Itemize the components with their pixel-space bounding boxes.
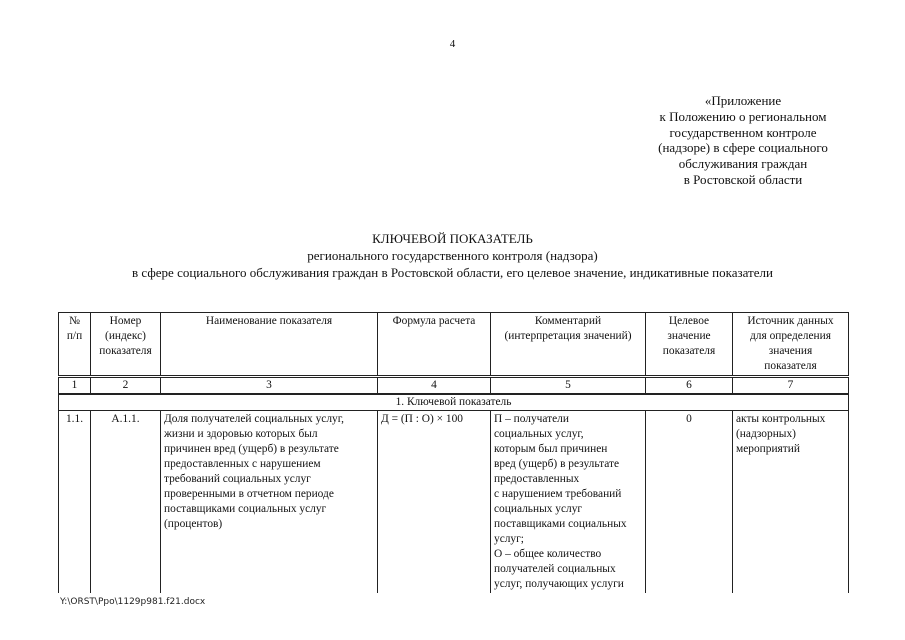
name-line: требований социальных услуг: [164, 473, 311, 485]
header-text: (индекс): [105, 330, 146, 342]
appendix-caption: [628, 93, 858, 188]
row-indicator-name: [161, 411, 378, 594]
name-line: Доля получателей социальных услуг,: [164, 413, 344, 425]
column-number: 6: [646, 377, 733, 395]
header-cell-source: [733, 313, 849, 377]
header-text: п/п: [66, 330, 83, 342]
document-title: [0, 230, 905, 281]
row-number: 1.1.: [59, 411, 91, 594]
column-number: 3: [161, 377, 378, 395]
comment-line: которым был причинен: [494, 443, 608, 455]
row-formula: Д = (П : О) × 100: [378, 411, 491, 594]
appendix-line: обслуживания граждан: [678, 156, 808, 172]
table-row: [59, 411, 849, 594]
comment-line: услуг;: [494, 533, 524, 545]
section-row: [59, 394, 849, 411]
indicator-table: [58, 312, 849, 593]
header-text: №: [69, 315, 80, 327]
header-text: показателя: [662, 345, 716, 357]
header-text: Формула расчета: [392, 315, 476, 327]
appendix-line: к Положению о региональном: [659, 108, 827, 124]
name-line: причинен вред (ущерб) в результате: [164, 443, 339, 455]
header-text: (интерпретация значений): [504, 330, 632, 342]
comment-line: услуг, получающих услуги: [494, 578, 624, 590]
title-heading: КЛЮЧЕВОЙ ПОКАЗАТЕЛЬ: [372, 231, 533, 246]
header-cell-formula: [378, 313, 491, 377]
row-target-value: 0: [646, 411, 733, 594]
footer-file-path: Y:\ORST\Ppo\1129p981.f21.docx: [60, 597, 206, 607]
header-cell-num: [59, 313, 91, 377]
header-text: Номер: [109, 315, 142, 327]
header-text: значение: [667, 330, 711, 342]
header-cell-name: [161, 313, 378, 377]
name-line: жизни и здоровью которых был: [164, 428, 318, 440]
comment-line: поставщиками социальных: [494, 518, 627, 530]
row-data-source: [733, 411, 849, 594]
section-title: 1. Ключевой показатель: [59, 394, 849, 411]
comment-line: получателей социальных: [494, 563, 616, 575]
source-line: (надзорных): [736, 428, 796, 440]
title-subtitle: регионального государственного контроля (надзора): [307, 248, 598, 263]
name-line: проверенными в отчетном периоде: [164, 488, 334, 500]
column-number: 4: [378, 377, 491, 395]
appendix-line: в Ростовской области: [683, 171, 803, 187]
comment-line: вред (ущерб) в результате: [494, 458, 619, 470]
name-line: (процентов): [164, 518, 223, 530]
comment-line: О – общее количество: [494, 548, 602, 560]
source-line: мероприятий: [736, 443, 800, 455]
column-number: 5: [491, 377, 646, 395]
title-subtitle-2: в сфере социального обслуживания граждан в Ростовской области, его целевое значение, индикативные показатели: [132, 265, 773, 280]
row-comment: [491, 411, 646, 594]
comment-line: социальных услуг,: [494, 428, 584, 440]
name-line: поставщиками социальных услуг: [164, 503, 327, 515]
header-text: для определения: [750, 330, 831, 342]
header-cell-index: [91, 313, 161, 377]
appendix-line: государственном контроле: [669, 124, 817, 140]
column-number: 2: [91, 377, 161, 395]
header-text: Целевое: [668, 315, 710, 327]
header-text: Наименование показателя: [205, 315, 333, 327]
comment-line: П – получатели: [494, 413, 569, 425]
header-text: Комментарий: [534, 315, 602, 327]
column-number: 1: [59, 377, 91, 395]
appendix-line: «Приложение: [704, 93, 782, 108]
comment-line: социальных услуг: [494, 503, 583, 515]
appendix-line: (надзоре) в сфере социального: [658, 140, 828, 156]
header-cell-target: [646, 313, 733, 377]
page-number: 4: [449, 38, 456, 50]
column-number: 7: [733, 377, 849, 395]
source-line: акты контрольных: [736, 413, 826, 425]
header-text: Источник данных: [747, 315, 834, 327]
comment-line: предоставленных: [494, 473, 580, 485]
row-index: А.1.1.: [91, 411, 161, 594]
name-line: предоставленных с нарушением: [164, 458, 321, 470]
table-header-row: [59, 313, 849, 377]
header-cell-comment: [491, 313, 646, 377]
column-number-row: [59, 377, 849, 395]
header-text: показателя: [764, 360, 817, 372]
header-text: показателя: [99, 345, 152, 357]
header-text: значения: [768, 345, 813, 357]
comment-line: с нарушением требований: [494, 488, 622, 500]
